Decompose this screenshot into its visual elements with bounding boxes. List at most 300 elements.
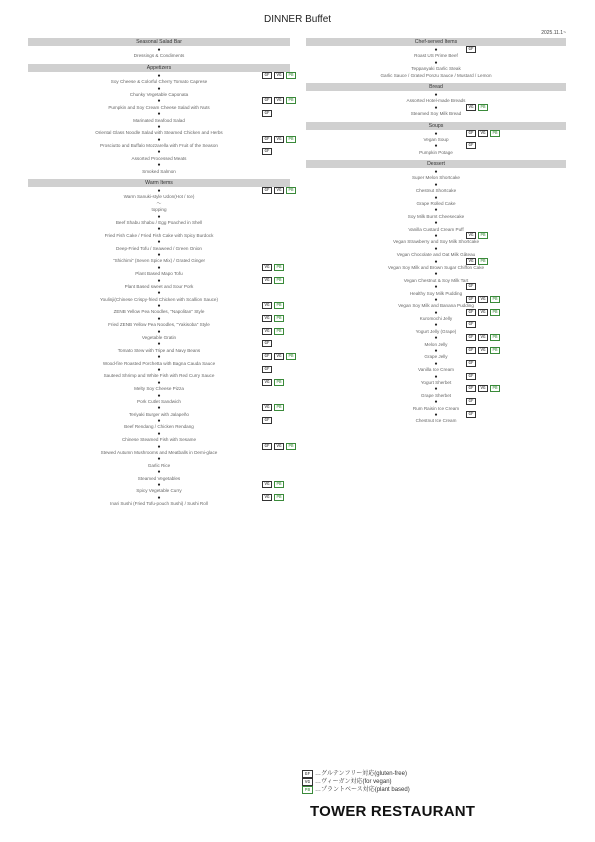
menu-item <box>28 367 290 380</box>
dietary-badges <box>466 296 500 303</box>
legend-text: …ヴィーガン対応(for vegan) <box>315 779 392 785</box>
menu-item <box>28 443 294 457</box>
item-name-en: Healthy Soy Milk Pudding <box>409 290 463 296</box>
badge-pb-icon: PB <box>302 786 313 794</box>
menu-item <box>306 207 566 220</box>
dietary-badges <box>262 404 284 411</box>
menu-item <box>28 431 290 444</box>
dietary-badges <box>466 373 476 380</box>
item-name-ja: ● <box>434 130 438 137</box>
item-name-en: Vanilla Ice Cream <box>418 367 454 373</box>
item-name-ja: ● <box>434 322 438 329</box>
badge-gf-icon: GF <box>466 373 476 380</box>
menu-item <box>306 143 566 156</box>
legend-row <box>302 770 410 778</box>
item-name-ja: ● <box>434 143 438 150</box>
item-name-en: Dressings & Condiments <box>133 53 185 59</box>
item-name-en: Rum Raisin Ice Cream <box>412 405 460 411</box>
dietary-badges <box>262 379 284 386</box>
item-name-ja: ● <box>157 123 161 130</box>
section-header: Bread <box>306 83 566 91</box>
section-header: Appetizers <box>28 64 290 72</box>
badge-pb-icon: PB <box>478 232 488 239</box>
item-name-ja: ● <box>157 290 161 297</box>
item-name-en: Garlic Rice <box>147 462 171 468</box>
menu-item <box>306 92 566 105</box>
dietary-badges <box>262 302 284 309</box>
badge-pb-icon: PB <box>274 481 284 488</box>
menu-item <box>306 169 566 182</box>
badge-gf-icon: GF <box>466 46 476 53</box>
item-name-en: Roast US Prime Beef <box>414 53 458 59</box>
item-name-en: Beef Rendang / Chicken Rendang <box>124 424 194 430</box>
badge-vg-icon: VG <box>274 136 284 143</box>
badge-pb-icon: PB <box>478 104 488 111</box>
badge-vg-icon: VG <box>466 258 476 265</box>
item-name-en: Prosciutto and Buffalo Mozzarella with Fruit of the Season <box>100 143 218 149</box>
item-name-en: Fried Fish Cake / Fried Fish Cake with Spicy Burdock <box>104 232 214 238</box>
menu-item <box>306 131 566 144</box>
dietary-badges <box>262 481 284 488</box>
badge-gf-icon: GF <box>262 110 272 117</box>
item-name-ja: ● <box>157 315 161 322</box>
badge-gf-icon: GF <box>262 366 272 373</box>
left-column <box>28 38 294 512</box>
menu-item <box>28 418 290 431</box>
menu-item <box>306 335 566 348</box>
badge-gf-icon: GF <box>466 142 476 149</box>
menu-item <box>306 271 566 284</box>
item-name-en: Vegan Chocolate and Oat Milk Gâteau <box>396 252 476 258</box>
badge-gf-icon: GF <box>466 334 476 341</box>
item-name-en: Kuromochi Jelly <box>419 316 453 322</box>
item-name-ja: ● <box>434 207 438 214</box>
item-name-ja: ● <box>434 59 438 66</box>
item-name-en: Yogurt Sherbet <box>420 379 452 385</box>
badge-gf-icon: GF <box>466 321 476 328</box>
dietary-badges <box>262 187 296 194</box>
item-name-en: Stewed Autumn Mushrooms and Meatballs in Demi-glace <box>100 450 218 456</box>
badge-vg-icon: VG <box>262 404 272 411</box>
item-name-en: Soy Milk Burnt Cheesecake <box>407 213 465 219</box>
badge-pb-icon: PB <box>490 385 500 392</box>
dietary-badges <box>466 398 476 405</box>
item-name-ja: ● <box>157 328 161 335</box>
badge-vg-icon: VG <box>466 104 476 111</box>
badge-vg-icon: VG <box>262 328 272 335</box>
dietary-badges <box>262 277 284 284</box>
dietary-badges <box>262 148 272 155</box>
item-name-ja: ● <box>157 303 161 310</box>
item-name-en: Smoked Salmon <box>142 168 176 174</box>
dietary-badges <box>466 385 500 392</box>
item-name-en: Vanilla Custard Cream Puff <box>408 226 464 232</box>
item-name-en: Melty Soy Cheese Pizza <box>134 386 184 392</box>
item-name-en: Spicy Vegetable Curry <box>136 488 182 494</box>
item-name-en: Wood-fire Roasted Porchetta with Bagna Cauda Sauce <box>102 360 216 366</box>
badge-gf-icon: GF <box>466 398 476 405</box>
item-name-ja: ● <box>434 194 438 201</box>
item-name-ja: ● <box>157 162 161 169</box>
menu-item <box>306 412 566 425</box>
badge-pb-icon: PB <box>490 309 500 316</box>
item-name-ja: ● <box>157 405 161 412</box>
badge-vg-icon: VG <box>478 334 488 341</box>
menu-item <box>306 374 566 387</box>
badge-gf-icon: GF <box>262 148 272 155</box>
item-name-ja: ● <box>157 149 161 156</box>
item-name-ja: ● <box>434 258 438 265</box>
dietary-badges <box>262 72 296 79</box>
item-name-en: Warm Sanuki-style Udon(Hot / Ice) <box>123 194 195 200</box>
menu-item <box>28 124 290 137</box>
menu-item <box>28 482 290 495</box>
badge-vg-icon: VG <box>262 379 272 386</box>
menu-item <box>28 278 290 291</box>
item-name-ja: ● <box>434 169 438 176</box>
badge-pb-icon: PB <box>286 443 296 450</box>
item-name-ja: ● <box>157 469 161 476</box>
badge-vg-icon: VG <box>262 481 272 488</box>
page-title: DINNER Buffet <box>263 14 332 25</box>
menu-item <box>28 72 294 86</box>
item-name-en: Chestnut Shortcake <box>415 188 457 194</box>
dietary-badges <box>466 232 488 239</box>
menu-section <box>306 160 566 425</box>
item-name-ja: ● <box>434 360 438 367</box>
badge-gf-icon: GF <box>466 130 476 137</box>
menu-item <box>28 188 294 201</box>
menu-item <box>306 233 566 246</box>
badge-gf-icon: GF <box>262 72 272 79</box>
badge-gf-icon: GF <box>466 411 476 418</box>
menu-item <box>306 386 566 399</box>
item-name-ja: ● <box>434 181 438 188</box>
dietary-badges <box>262 328 284 335</box>
menu-item <box>28 303 290 316</box>
menu-item <box>28 47 290 60</box>
section-header: Chef-served Items <box>306 38 566 46</box>
legend-row <box>302 778 410 786</box>
menu-section <box>306 122 566 157</box>
dietary-badges <box>262 110 272 117</box>
item-name-ja: ● <box>434 232 438 239</box>
badge-gf-icon: GF <box>262 187 272 194</box>
item-name-en: topping <box>151 207 167 213</box>
item-name-en: Pumpkin and Soy Cream Cheese Salad with Nuts <box>108 104 210 110</box>
menu-item <box>306 47 566 60</box>
item-name-ja: ● <box>157 72 161 79</box>
item-name-ja: ● <box>434 411 438 418</box>
badge-vg-icon: VG <box>466 232 476 239</box>
badge-gf-icon: GF <box>302 770 313 778</box>
item-name-ja: ● <box>157 136 161 143</box>
menu-item <box>28 265 290 278</box>
menu-item <box>28 354 294 367</box>
dietary-badges <box>466 347 500 354</box>
dietary-badges <box>466 104 488 111</box>
item-name-en: Steamed Vegetables <box>137 475 181 481</box>
item-name-ja: ● <box>157 213 161 220</box>
menu-item <box>28 136 294 150</box>
item-name-en: Chestnut Ice Cream <box>415 418 457 424</box>
dietary-badges <box>262 417 272 424</box>
menu-item <box>306 60 566 73</box>
item-name-en: Teppanyaki Garlic Steak <box>411 66 461 72</box>
item-name-ja: ● <box>434 104 438 111</box>
item-name-en: Pork Cutlet Sandwich <box>137 398 181 404</box>
item-name-en: Fried ZENB Yellow Pea Noodles, "Yakisoba" Style <box>108 322 210 328</box>
badge-gf-icon: GF <box>466 360 476 367</box>
item-name-ja: ● <box>157 366 161 373</box>
item-name-ja: ● <box>434 91 438 98</box>
badge-vg-icon: VG <box>262 494 272 501</box>
badge-vg-icon: VG <box>302 778 313 786</box>
menu-item <box>306 348 566 361</box>
dietary-badges <box>466 334 500 341</box>
badge-vg-icon: VG <box>274 187 284 194</box>
menu-item <box>28 111 290 124</box>
badge-vg-icon: VG <box>262 315 272 322</box>
badge-pb-icon: PB <box>490 347 500 354</box>
badge-vg-icon: VG <box>478 130 488 137</box>
badge-gf-icon: GF <box>262 340 272 347</box>
menu-item <box>306 73 566 79</box>
dietary-badges <box>262 494 284 501</box>
section-header: Dessert <box>306 160 566 168</box>
item-name-en: Garlic Sauce / Grated Ponzu Sauce / Mustard / Lemon <box>380 72 492 78</box>
dietary-badges <box>262 443 296 450</box>
dietary-badges <box>466 360 476 367</box>
badge-pb-icon: PB <box>274 494 284 501</box>
menu-item <box>28 329 290 342</box>
badge-gf-icon: GF <box>262 136 272 143</box>
item-name-ja: ● <box>157 418 161 425</box>
badge-vg-icon: VG <box>274 72 284 79</box>
badge-pb-icon: PB <box>274 315 284 322</box>
item-name-en: Chunky Vegetable Caponata <box>129 91 189 97</box>
menu-item <box>306 259 566 272</box>
menu-item <box>28 162 290 175</box>
menu-item <box>28 380 290 393</box>
badge-vg-icon: VG <box>262 264 272 271</box>
menu-item <box>306 297 566 310</box>
item-name-ja: ● <box>157 392 161 399</box>
menu-section <box>28 64 294 175</box>
item-name-ja: ● <box>157 341 161 348</box>
legend-row <box>302 786 410 794</box>
item-name-ja: ● <box>434 309 438 316</box>
badge-vg-icon: VG <box>478 385 488 392</box>
item-name-ja: ● <box>157 111 161 118</box>
item-name-en: Plant Based sweet and Sour Pork <box>124 283 194 289</box>
menu-item <box>306 361 566 374</box>
menu-item <box>306 399 566 412</box>
dietary-badges <box>262 340 272 347</box>
badge-vg-icon: VG <box>274 443 284 450</box>
menu-item <box>28 98 294 111</box>
section-header: Seasonal Salad Bar <box>28 38 290 46</box>
menu-item <box>28 252 290 265</box>
item-name-en: Soy Cheese & Colorful Cherry Tomato Caprese <box>110 79 208 85</box>
badge-gf-icon: GF <box>262 97 272 104</box>
dietary-badges <box>466 321 476 328</box>
dietary-badges <box>262 353 296 360</box>
menu-section <box>28 179 294 508</box>
item-name-en: Tomato Stew with Tripe and Navy Beans <box>117 347 201 353</box>
item-name-ja: ● <box>157 379 161 386</box>
restaurant-brand: TOWER RESTAURANT <box>310 803 476 820</box>
menu-item <box>28 290 290 303</box>
dietary-badges <box>466 142 476 149</box>
badge-gf-icon: GF <box>466 283 476 290</box>
menu-section <box>306 38 566 79</box>
item-name-ja: ● <box>157 98 161 105</box>
item-name-en: ZENB Yellow Pea Noodles, "Napolitan" Style <box>113 309 205 315</box>
badge-pb-icon: PB <box>274 277 284 284</box>
item-name-en: Vegan Soy Milk and Brown Sugar Chiffon Cake <box>387 264 485 270</box>
menu-item <box>28 456 290 469</box>
badge-pb-icon: PB <box>286 72 296 79</box>
item-name-ja: ● <box>157 226 161 233</box>
badge-pb-icon: PB <box>274 264 284 271</box>
item-name-ja: ● <box>157 456 161 463</box>
badge-vg-icon: VG <box>274 97 284 104</box>
badge-pb-icon: PB <box>286 97 296 104</box>
menu-section <box>306 83 566 118</box>
menu-item <box>306 195 566 208</box>
item-name-ja: ● <box>157 264 161 271</box>
badge-vg-icon: VG <box>262 277 272 284</box>
menu-item <box>28 239 290 252</box>
badge-gf-icon: GF <box>466 385 476 392</box>
menu-item <box>28 393 290 406</box>
item-name-ja: ● <box>434 47 438 53</box>
dietary-badges <box>466 283 476 290</box>
item-name-ja: ● <box>157 251 161 258</box>
item-name-en: Youlinji(Chinese Crispy-fried Chicken with Scallion Sauce) <box>99 296 219 302</box>
item-name-ja: ● <box>157 85 161 92</box>
menu-item <box>306 322 566 335</box>
item-name-en: Oriental Glass Noodle Salad with Steamed Chicken and Herbs <box>95 130 223 136</box>
menu-item <box>28 341 290 354</box>
item-name-ja: ● <box>434 373 438 380</box>
item-name-ja: ● <box>157 482 161 488</box>
item-name-ja: ● <box>157 354 161 361</box>
effective-date: 2025.11.1~ <box>541 30 566 36</box>
menu-item <box>28 226 290 239</box>
menu-item <box>306 246 566 259</box>
item-name-ja: ● <box>434 335 438 342</box>
item-name-en: Grape Sherbet <box>420 392 452 398</box>
item-name-en: Vegetable Gratin <box>141 335 177 341</box>
item-name-ja: ● <box>434 296 438 303</box>
menu-item <box>28 469 290 482</box>
badge-vg-icon: VG <box>274 353 284 360</box>
badge-pb-icon: PB <box>490 334 500 341</box>
item-name-en: Beef Shabu Shabu / Egg Poached in Shell <box>115 219 203 225</box>
badge-pb-icon: PB <box>274 328 284 335</box>
item-name-en: "Shichimi" (Seven Spice Mix) / Grated Ginger <box>112 258 206 264</box>
menu-item <box>28 405 290 418</box>
badge-pb-icon: PB <box>478 258 488 265</box>
badge-vg-icon: VG <box>478 296 488 303</box>
menu-item <box>306 182 566 195</box>
badge-pb-icon: PB <box>286 187 296 194</box>
menu-item <box>28 86 290 99</box>
menu-item <box>306 284 566 297</box>
dietary-badges <box>262 264 284 271</box>
dietary-badges <box>262 136 296 143</box>
badge-pb-icon: PB <box>286 353 296 360</box>
legend-text: …プラントベース対応(plant based) <box>315 787 410 793</box>
item-name-en: Teriyaki Burger with Jalapeño <box>128 411 189 417</box>
item-name-en: Super Melon Shortcake <box>411 175 460 181</box>
item-name-en: Assorted Processed Meats <box>131 155 187 161</box>
item-name-en: Yogurt Jelly (Grape) <box>415 328 457 334</box>
item-name-ja: ● <box>434 386 438 393</box>
item-name-en: Vegan Soy Milk and Banana Pudding <box>398 303 474 309</box>
dietary-badges <box>466 46 476 53</box>
badge-gf-icon: GF <box>466 347 476 354</box>
badge-vg-icon: VG <box>262 302 272 309</box>
badge-gf-icon: GF <box>262 417 272 424</box>
dietary-badges <box>466 130 500 137</box>
badge-gf-icon: GF <box>262 353 272 360</box>
badge-pb-icon: PB <box>490 296 500 303</box>
item-name-en: Grape Jelly <box>424 354 448 360</box>
item-name-en: Deep-Fried Tofu / Seaweed / Green Onion <box>116 245 202 251</box>
menu-item <box>28 149 290 162</box>
item-name-ja: ● <box>434 220 438 227</box>
item-name-en: Vegan Chestnut & Soy Milk Tart <box>403 277 469 283</box>
item-name-en: Sauteed Shrimp and White Fish with Red Curry Sauce <box>103 373 215 379</box>
dietary-badges <box>262 315 284 322</box>
badge-gf-icon: GF <box>466 296 476 303</box>
item-name-ja: ● <box>157 47 161 53</box>
badge-gf-icon: GF <box>466 309 476 316</box>
item-name-ja: ● <box>434 284 438 291</box>
item-name-ja: ● <box>434 399 438 406</box>
item-name-ja: ● <box>434 271 438 278</box>
badge-gf-icon: GF <box>262 443 272 450</box>
dietary-legend <box>302 770 410 794</box>
legend-text: …グルテンフリー対応(gluten-free) <box>315 771 407 777</box>
section-header: Warm Items <box>28 179 290 187</box>
menu-item <box>306 310 566 323</box>
badge-pb-icon: PB <box>274 404 284 411</box>
item-name-en: Vegan Soup <box>423 136 449 142</box>
item-name-en: Assorted Hotel-made Breads <box>406 98 466 104</box>
item-name-en: Steamed Soy Milk Bread <box>410 111 462 117</box>
item-name-en: Plant Based Mapo Tofu <box>135 271 183 277</box>
item-name-ja: ● <box>434 348 438 355</box>
menu-item <box>306 220 566 233</box>
badge-pb-icon: PB <box>274 302 284 309</box>
item-name-ja: ● <box>157 494 161 501</box>
item-name-en: Melon Jelly <box>424 341 448 347</box>
badge-pb-icon: PB <box>274 379 284 386</box>
item-name-ja: ● <box>434 245 438 252</box>
dietary-badges <box>466 309 500 316</box>
menu-item <box>28 316 290 329</box>
menu-item <box>28 214 290 227</box>
right-column <box>306 38 566 429</box>
dietary-badges <box>262 97 296 104</box>
badge-vg-icon: VG <box>478 347 488 354</box>
item-name-ja: ● <box>157 239 161 246</box>
badge-pb-icon: PB <box>490 130 500 137</box>
